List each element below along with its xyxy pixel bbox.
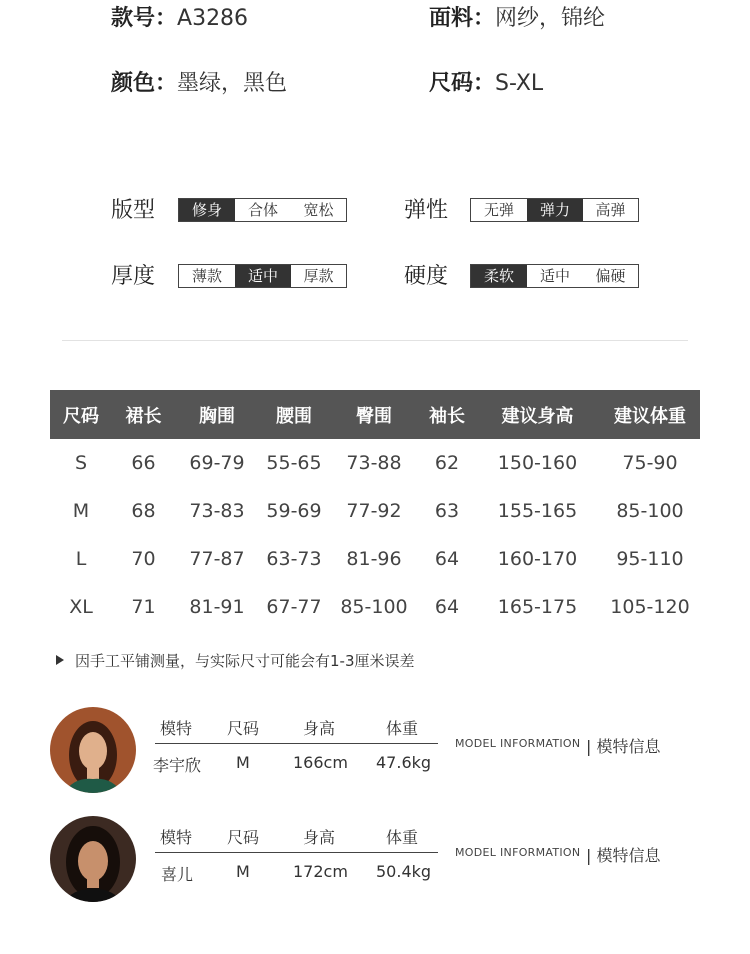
header-suggested-height: 建议身高 bbox=[475, 390, 600, 439]
table-row bbox=[50, 583, 700, 631]
table-cell: 75-90 bbox=[622, 452, 678, 474]
table-cell: 165-175 bbox=[497, 596, 578, 618]
table-cell: 95-110 bbox=[616, 548, 684, 570]
table-cell: 68 bbox=[131, 500, 156, 522]
style-number-label: 款号： bbox=[111, 6, 178, 31]
table-cell: 62 bbox=[434, 452, 460, 474]
model-weight: 50.4kg bbox=[376, 862, 432, 881]
model-avatar bbox=[50, 707, 136, 793]
header-waist: 腰围 bbox=[259, 390, 329, 439]
elasticity-option-high: 高弹 bbox=[595, 201, 626, 219]
table-cell: 63-73 bbox=[266, 548, 322, 570]
table-cell: 73-88 bbox=[346, 452, 402, 474]
hardness-option-medium: 适中 bbox=[539, 267, 570, 285]
model-header-weight: 体重 bbox=[386, 719, 419, 738]
model-divider bbox=[155, 743, 438, 744]
table-cell: 77-87 bbox=[189, 548, 245, 570]
thickness-option-thin: 薄款 bbox=[191, 267, 222, 285]
model-weight: 47.6kg bbox=[376, 753, 432, 772]
table-cell: 73-83 bbox=[189, 500, 245, 522]
header-hip: 臀围 bbox=[329, 390, 419, 439]
fit-option-slim: 修身 bbox=[179, 199, 235, 221]
model-header-weight: 体重 bbox=[386, 828, 419, 847]
fit-scale bbox=[178, 198, 347, 222]
elasticity-scale bbox=[470, 198, 639, 222]
fit-option-loose: 宽松 bbox=[303, 201, 334, 219]
model-name: 喜儿 bbox=[161, 865, 194, 884]
size-range-value: S-XL bbox=[495, 71, 544, 96]
table-cell: 64 bbox=[434, 596, 460, 618]
table-cell: 85-100 bbox=[616, 500, 684, 522]
table-cell: 77-92 bbox=[346, 500, 402, 522]
table-cell: 64 bbox=[434, 548, 460, 570]
size-range-label: 尺码： bbox=[429, 71, 496, 96]
fabric-label: 面料： bbox=[429, 6, 496, 31]
elasticity-option-stretch: 弹力 bbox=[527, 199, 583, 221]
triangle-bullet-icon bbox=[56, 655, 64, 665]
fabric bbox=[429, 5, 605, 33]
color bbox=[111, 70, 287, 98]
model-info-en: MODEL INFORMATION bbox=[455, 737, 581, 750]
model-divider bbox=[155, 852, 438, 853]
table-cell: 81-91 bbox=[189, 596, 245, 618]
model-header-height: 身高 bbox=[303, 828, 336, 847]
elasticity-option-none: 无弹 bbox=[483, 201, 514, 219]
table-cell: S bbox=[74, 452, 88, 474]
fabric-value: 网纱，锦纶 bbox=[495, 6, 606, 31]
table-row bbox=[50, 535, 700, 583]
model-size: M bbox=[236, 753, 250, 772]
size-range bbox=[429, 70, 543, 98]
table-cell: 63 bbox=[434, 500, 460, 522]
size-table bbox=[50, 390, 700, 631]
model-header-size: 尺码 bbox=[227, 719, 260, 738]
thickness-option-medium: 适中 bbox=[235, 265, 291, 287]
model-header-size: 尺码 bbox=[227, 828, 260, 847]
table-cell: M bbox=[72, 500, 90, 522]
table-cell: 85-100 bbox=[340, 596, 408, 618]
table-cell: 70 bbox=[131, 548, 156, 570]
table-cell: 59-69 bbox=[266, 500, 322, 522]
measurement-note: 因手工平铺测量，与实际尺寸可能会有1-3厘米误差 bbox=[75, 652, 415, 670]
color-label: 颜色： bbox=[111, 71, 178, 96]
table-row bbox=[50, 487, 700, 535]
thickness-label: 厚度 bbox=[111, 264, 156, 289]
table-cell: 155-165 bbox=[497, 500, 578, 522]
table-cell: 67-77 bbox=[266, 596, 322, 618]
model-header-name: 模特 bbox=[160, 828, 193, 847]
table-cell: 150-160 bbox=[497, 452, 578, 474]
hardness-label: 硬度 bbox=[404, 264, 449, 289]
table-cell: 66 bbox=[131, 452, 156, 474]
header-size: 尺码 bbox=[50, 390, 112, 439]
color-value: 墨绿，黑色 bbox=[177, 71, 288, 96]
model-info-en: MODEL INFORMATION bbox=[455, 846, 581, 859]
table-cell: 71 bbox=[131, 596, 156, 618]
table-cell: 69-79 bbox=[189, 452, 245, 474]
header-suggested-weight: 建议体重 bbox=[600, 390, 700, 439]
style-number bbox=[111, 5, 248, 33]
model-height: 172cm bbox=[293, 862, 348, 881]
model-info-cn: | 模特信息 bbox=[586, 846, 661, 865]
table-cell: 105-120 bbox=[610, 596, 690, 618]
header-bust: 胸围 bbox=[175, 390, 259, 439]
model-name: 李宇欣 bbox=[153, 756, 202, 775]
fit-option-regular: 合体 bbox=[247, 201, 278, 219]
model-info-cn: | 模特信息 bbox=[586, 737, 661, 756]
header-dress-length: 裙长 bbox=[112, 390, 175, 439]
model-height: 166cm bbox=[293, 753, 348, 772]
model-header-height: 身高 bbox=[303, 719, 336, 738]
table-cell: XL bbox=[69, 596, 93, 618]
thickness-option-thick: 厚款 bbox=[303, 267, 334, 285]
size-table-header bbox=[50, 390, 700, 439]
model-header-name: 模特 bbox=[160, 719, 193, 738]
hardness-option-soft: 柔软 bbox=[471, 265, 527, 287]
table-row bbox=[50, 439, 700, 487]
table-cell: 81-96 bbox=[346, 548, 402, 570]
hardness-scale bbox=[470, 264, 639, 288]
thickness-scale bbox=[178, 264, 347, 288]
section-divider bbox=[62, 340, 688, 341]
model-portrait-icon bbox=[50, 707, 136, 793]
model-avatar bbox=[50, 816, 136, 902]
table-cell: 55-65 bbox=[266, 452, 322, 474]
fit-label: 版型 bbox=[111, 198, 156, 223]
model-portrait-icon bbox=[50, 816, 136, 902]
model-size: M bbox=[236, 862, 250, 881]
hardness-option-firm: 偏硬 bbox=[595, 267, 626, 285]
header-sleeve: 袖长 bbox=[419, 390, 475, 439]
table-cell: L bbox=[75, 548, 87, 570]
table-cell: 160-170 bbox=[497, 548, 578, 570]
elasticity-label: 弹性 bbox=[404, 198, 449, 223]
style-number-value: A3286 bbox=[177, 6, 249, 31]
